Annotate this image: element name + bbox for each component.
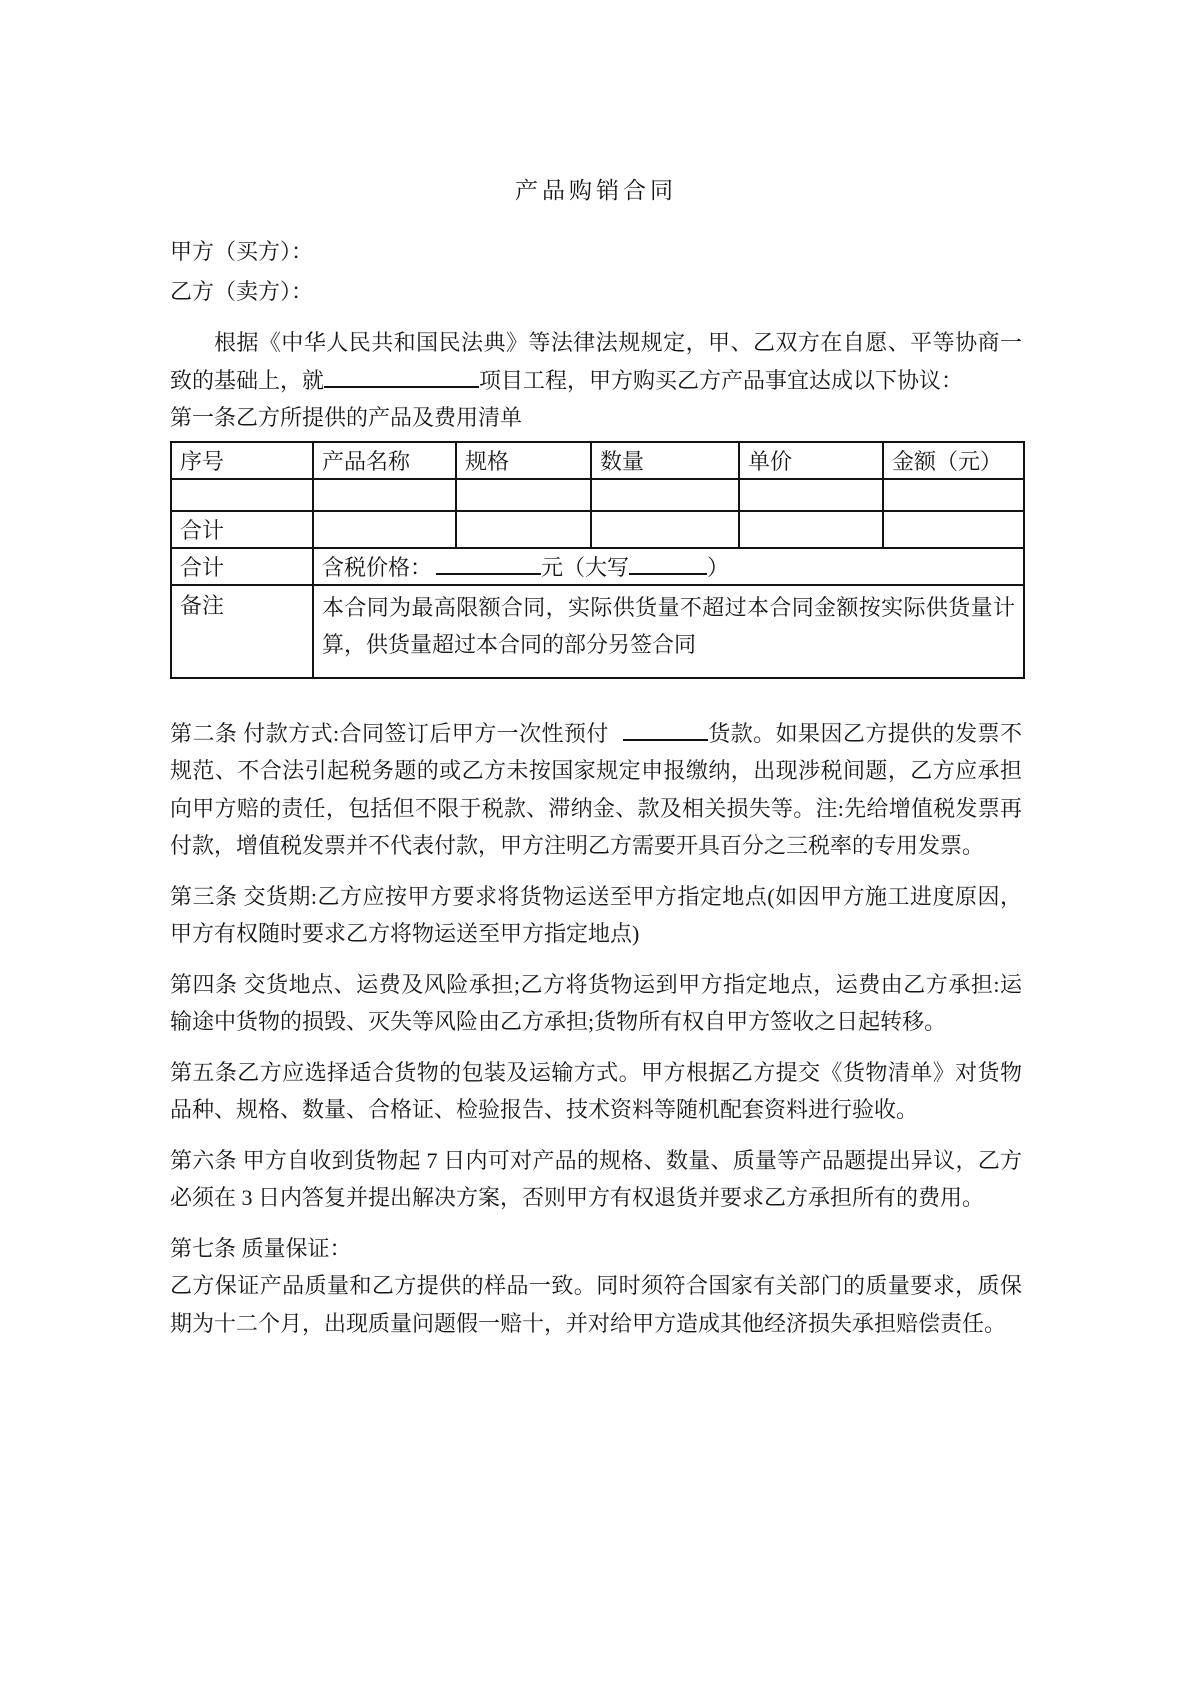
header-cell-qty: 数量 <box>591 442 739 479</box>
article-2-text-after-blank: 货款。如果因乙方提供的发票不规范、不合法引起税务题的或乙方未按国家规定申报缴纳，出现涉税间题，乙方应承担向甲方赔的责任，包括但不限于税款、滞纳金、款及相关损失等。注:先给增值税发票再付款，增值税发票并不代表付款，甲方注明乙方需要开具百分之三税率的专用发票。 <box>170 720 1022 858</box>
empty-cell <box>591 479 739 511</box>
article-2-text-before-blank: 第二条 付款方式:合同签订后甲方一次性预付 <box>170 720 609 746</box>
header-cell-spec: 规格 <box>456 442 591 479</box>
empty-cell <box>456 511 591 548</box>
tax-price-suffix: ） <box>707 554 730 580</box>
empty-cell <box>591 511 739 548</box>
table-remark-row <box>171 585 1024 678</box>
subtotal-label-cell: 合计 <box>171 511 313 548</box>
header-cell-unit-price: 单价 <box>739 442 883 479</box>
total-price-cell <box>313 548 1024 585</box>
article-2 <box>170 715 1022 865</box>
remark-text-cell: 本合同为最高限额合同，实际供货量不超过本合同金额按实际供货量计算，供货量超过本合同的部分另签合同 <box>313 585 1024 678</box>
page-title: 产品购销合同 <box>515 178 677 203</box>
article-7-heading: 第七条 质量保证： <box>170 1235 352 1261</box>
tax-price-mid: 元（大写 <box>541 554 630 580</box>
table-header-row <box>171 442 1024 479</box>
empty-cell <box>883 511 1024 548</box>
capital-amount-blank <box>629 553 707 575</box>
empty-cell <box>171 479 313 511</box>
party-b-line: 乙方（卖方）： <box>170 279 314 304</box>
empty-cell <box>313 511 456 548</box>
tax-price-blank <box>436 553 541 575</box>
product-fee-table <box>170 441 1025 679</box>
empty-cell <box>739 511 883 548</box>
intro-paragraph <box>170 324 1022 399</box>
tax-price-prefix: 含税价格： <box>322 554 433 580</box>
header-cell-product: 产品名称 <box>313 442 456 479</box>
prepayment-blank <box>623 719 708 741</box>
table-subtotal-row <box>171 511 1024 548</box>
article-1-heading: 第一条乙方所提供的产品及费用清单 <box>170 405 523 430</box>
empty-cell <box>739 479 883 511</box>
empty-cell <box>456 479 591 511</box>
empty-cell <box>313 479 456 511</box>
remark-label-cell: 备注 <box>171 585 313 678</box>
article-7-body: 乙方保证产品质量和乙方提供的样品一致。同时须符合国家有关部门的质量要求，质保期为十二个月，出现质量问题假一赔十，并对给甲方造成其他经济损失承担赔偿责任。 <box>170 1273 1022 1336</box>
intro-text-after-blank: 项目工程，甲方购买乙方产品事宜达成以下协议： <box>479 367 964 393</box>
empty-cell <box>883 479 1024 511</box>
header-cell-seq: 序号 <box>171 442 313 479</box>
article-6: 第六条 甲方自收到货物起 7 日内可对产品的规格、数量、质量等产品题提出异议，乙方必须在 3 日内答复并提出解决方案，否则甲方有权退货并要求乙方承担所有的费用。 <box>170 1147 1022 1210</box>
header-cell-amount: 金额（元） <box>883 442 1024 479</box>
article-3: 第三条 交货期:乙方应按甲方要求将货物运送至甲方指定地点(如因甲方施工进度原因，甲方有权随时要求乙方将物运送至甲方指定地点) <box>170 883 1022 946</box>
party-a-line: 甲方（买方）： <box>170 239 314 264</box>
table-total-row <box>171 548 1024 585</box>
total-label-cell: 合计 <box>171 548 313 585</box>
article-4: 第四条 交货地点、运费及风险承担;乙方将货物运到甲方指定地点，运费由乙方承担:运输途中货物的损毁、灭失等风险由乙方承担;货物所有权自甲方签收之日起转移。 <box>170 971 1022 1034</box>
project-name-blank <box>324 366 479 388</box>
table-empty-row <box>171 479 1024 511</box>
article-5: 第五条乙方应选择适合货物的包装及运输方式。甲方根据乙方提交《货物清单》对货物品种、规格、数量、合格证、检验报告、技术资料等随机配套资料进行验收。 <box>170 1059 1022 1122</box>
intro-text-before-blank: 根据《中华人民共和国民法典》等法律法规规定，甲、乙双方在自愿、平等协商一致的基础上，就 <box>170 330 1022 393</box>
